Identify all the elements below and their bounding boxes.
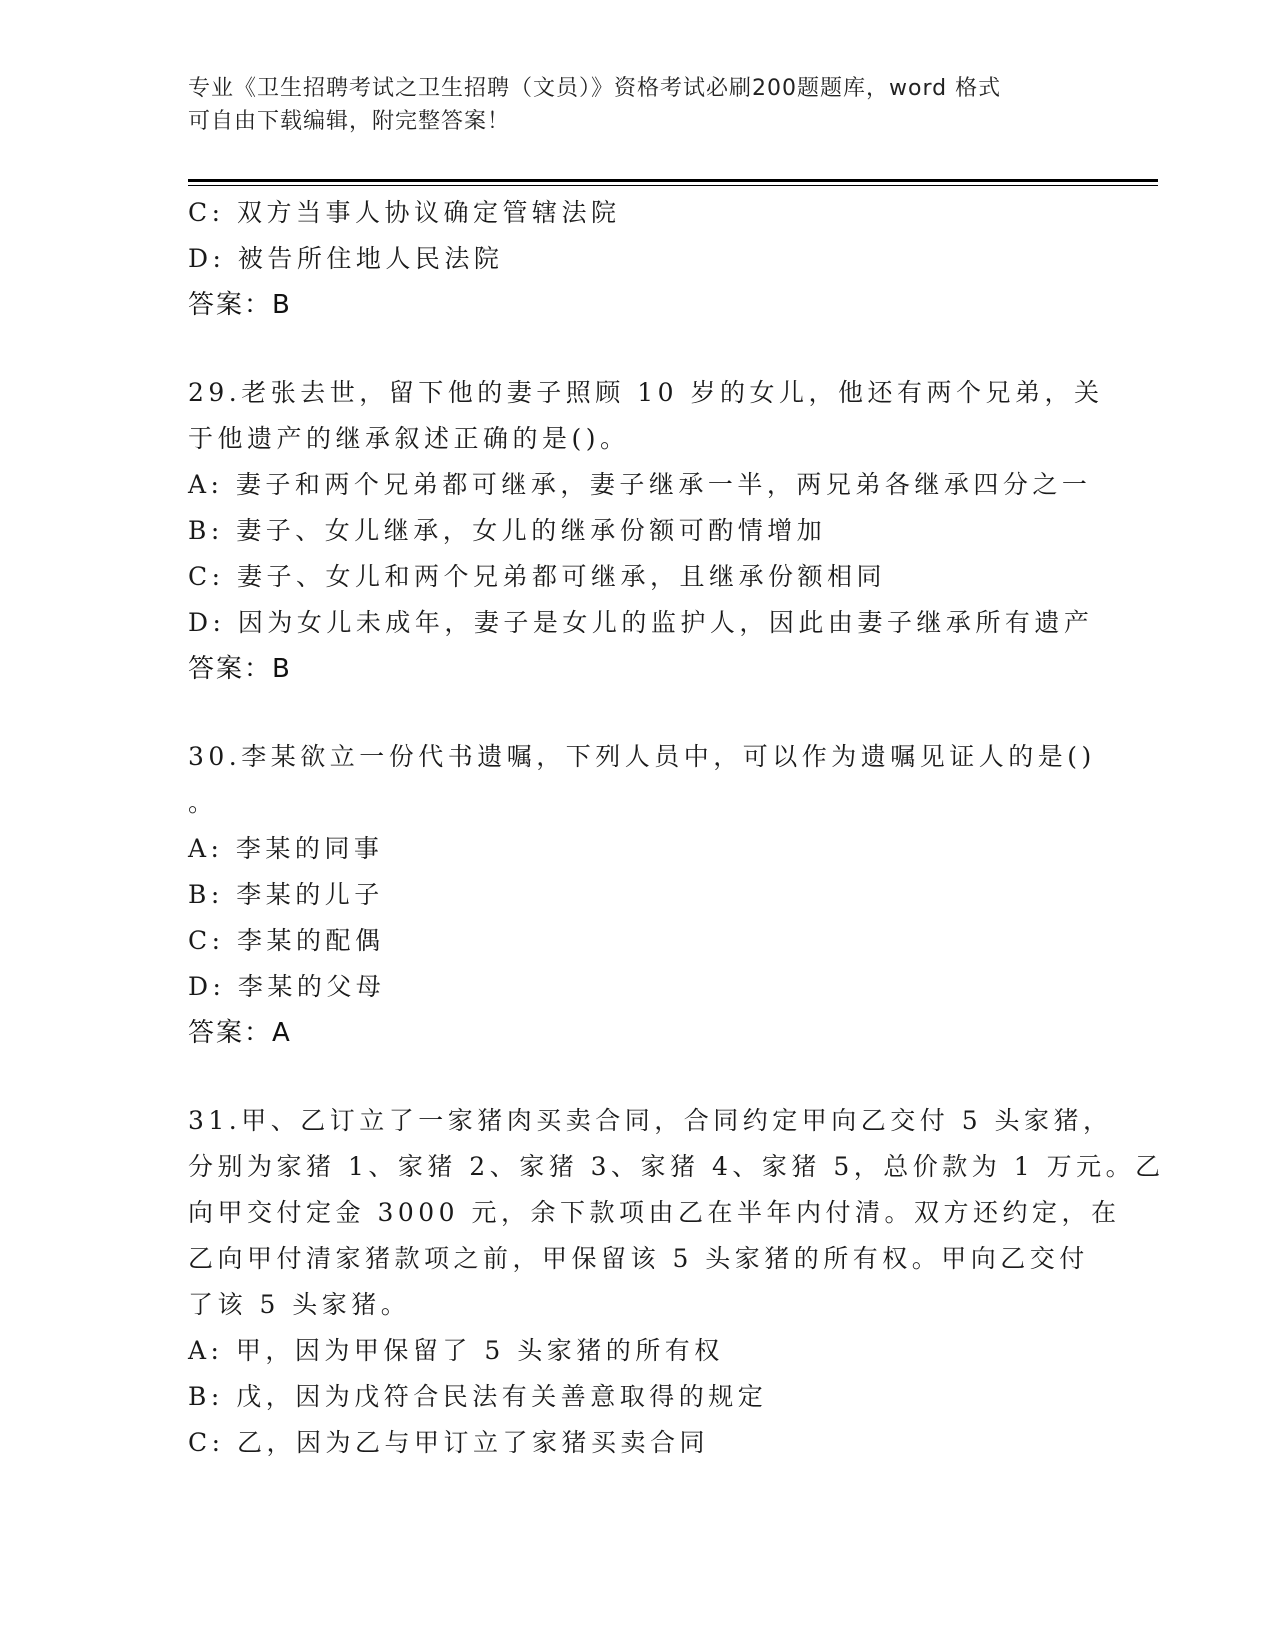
option-c: C: 妻子、女儿和两个兄弟都可继承，且继承份额相同 xyxy=(188,562,887,591)
answer-line: 答案：B xyxy=(188,654,292,684)
option-c: C: 乙，因为乙与甲订立了家猪买卖合同 xyxy=(188,1428,709,1457)
answer-line: 答案：A xyxy=(188,1018,292,1048)
option-a: A: 甲，因为甲保留了 5 头家猪的所有权 xyxy=(188,1336,724,1365)
question-stem-line: 30.李某欲立一份代书遗嘱，下列人员中，可以作为遗嘱见证人的是() xyxy=(188,742,1096,771)
document-header xyxy=(188,72,1068,138)
option-a: A: 妻子和两个兄弟都可继承，妻子继承一半，两兄弟各继承四分之一 xyxy=(188,470,1092,499)
option-c: C: 双方当事人协议确定管辖法院 xyxy=(188,198,621,227)
header-divider-thick xyxy=(188,179,1158,182)
question-list xyxy=(188,190,1165,1466)
answer-line: 答案：B xyxy=(188,290,292,320)
header-line-1: 专业《卫生招聘考试之卫生招聘（文员）》资格考试必刷200题题库，word 格式 xyxy=(188,76,1002,101)
option-b: B: 李某的儿子 xyxy=(188,880,384,909)
question-stem-line: 了该 5 头家猪。 xyxy=(188,1290,411,1319)
header-divider-thin xyxy=(188,185,1158,186)
question-stem-line: 乙向甲付清家猪款项之前，甲保留该 5 头家猪的所有权。甲向乙交付 xyxy=(188,1244,1089,1273)
option-b: B: 妻子、女儿继承，女儿的继承份额可酌情增加 xyxy=(188,516,827,545)
header-line-2: 可自由下载编辑，附完整答案！ xyxy=(188,109,511,134)
option-c: C: 李某的配偶 xyxy=(188,926,385,955)
question-stem-line: 31.甲、乙订立了一家猪肉买卖合同，合同约定甲向乙交付 5 头家猪， xyxy=(188,1106,1113,1135)
option-d: D: 因为女儿未成年，妻子是女儿的监护人，因此由妻子继承所有遗产 xyxy=(188,608,1094,637)
question-stem-line: 向甲交付定金 3000 元，余下款项由乙在半年内付清。双方还约定，在 xyxy=(188,1198,1121,1227)
question-31 xyxy=(188,1098,1165,1466)
option-a: A: 李某的同事 xyxy=(188,834,384,863)
option-d: D: 李某的父母 xyxy=(188,972,386,1001)
question-stem-line: 于他遗产的继承叙述正确的是()。 xyxy=(188,424,630,453)
question-28 xyxy=(188,190,1088,328)
question-30 xyxy=(188,734,1096,1056)
question-stem-line: 29.老张去世，留下他的妻子照顾 10 岁的女儿，他还有两个兄弟，关 xyxy=(188,378,1104,407)
option-b: B: 戊，因为戊符合民法有关善意取得的规定 xyxy=(188,1382,768,1411)
question-stem-line: 分别为家猪 1、家猪 2、家猪 3、家猪 4、家猪 5，总价款为 1 万元。乙 xyxy=(188,1152,1165,1181)
question-stem-line: 。 xyxy=(188,788,218,817)
question-29 xyxy=(188,370,1104,692)
option-d: D: 被告所住地人民法院 xyxy=(188,244,504,273)
